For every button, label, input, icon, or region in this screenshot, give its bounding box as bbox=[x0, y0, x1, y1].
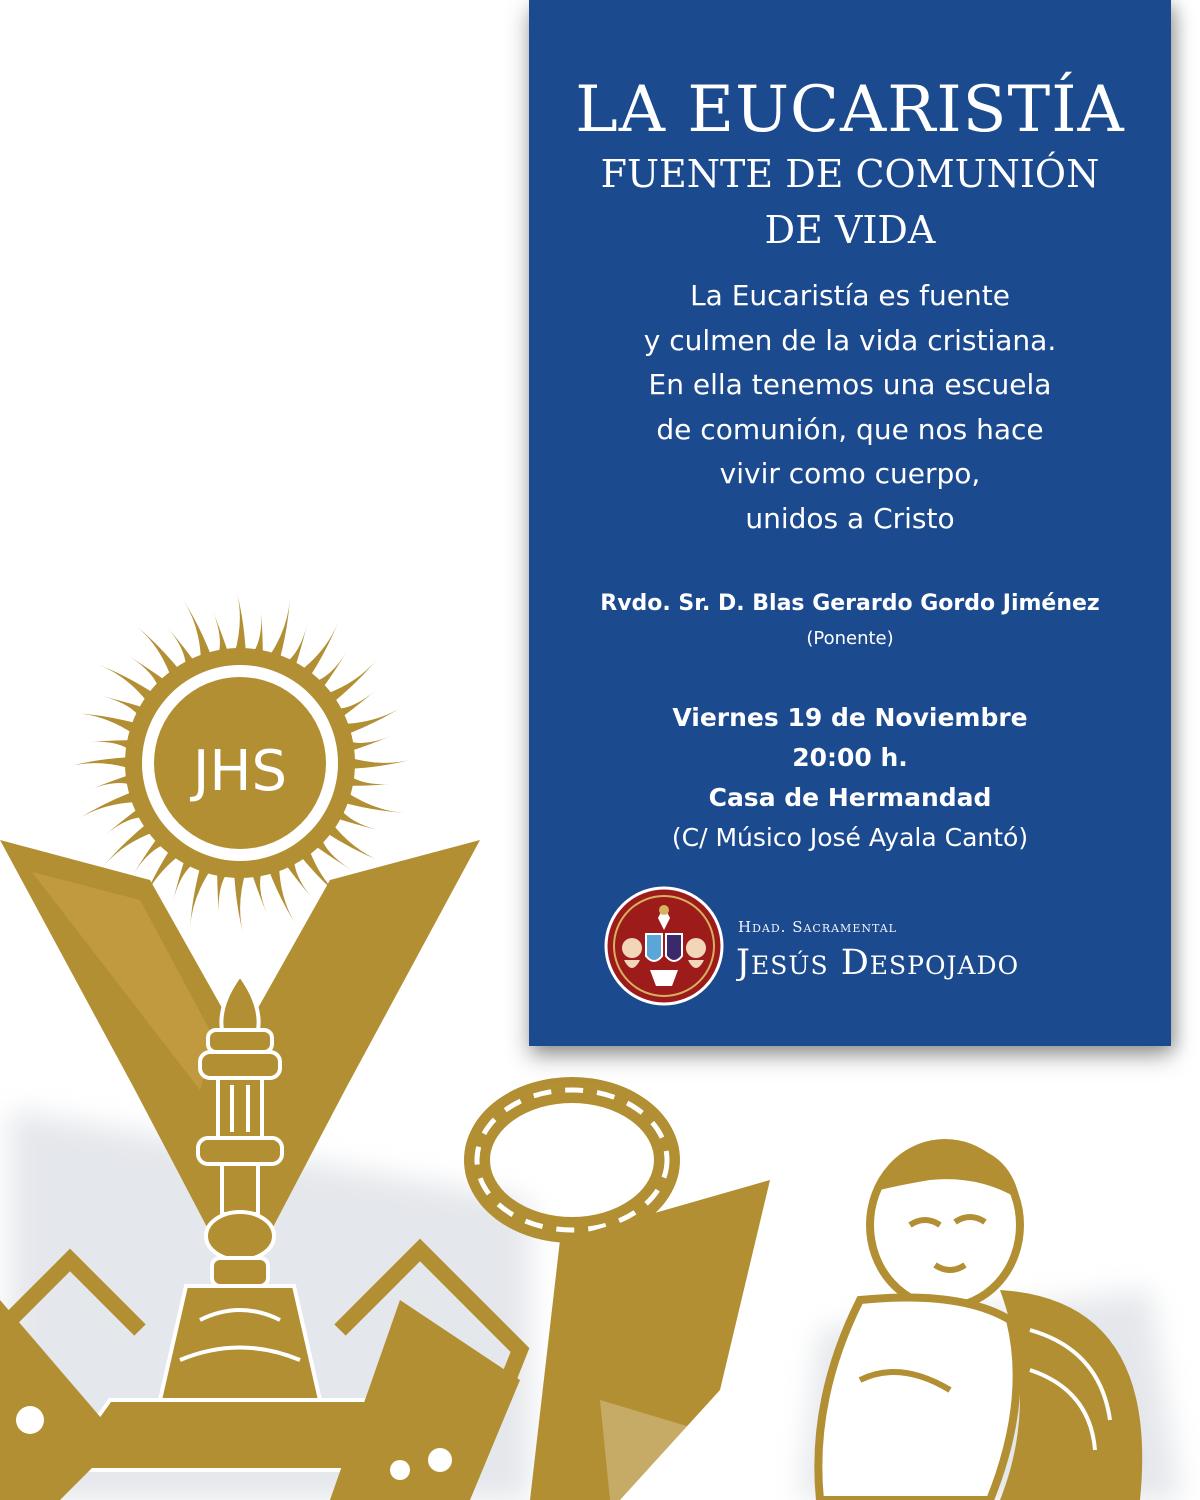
brotherhood-seal-icon bbox=[604, 886, 724, 1006]
organizer-line-2-text bbox=[736, 938, 1136, 984]
event-panel bbox=[529, 0, 1171, 1046]
description bbox=[529, 274, 1171, 541]
event-date: Viernes 19 de Noviembre bbox=[672, 703, 1028, 732]
svg-text:Hdad. Sacramental: Hdad. Sacramental bbox=[738, 918, 897, 936]
event-venue: Casa de Hermandad bbox=[708, 783, 992, 812]
description-line: de comunión, que nos hace bbox=[656, 412, 1044, 446]
subtitle-line-2: DE VIDA bbox=[764, 208, 936, 252]
sun-ray bbox=[234, 591, 246, 655]
description-line: y culmen de la vida cristiana. bbox=[643, 323, 1057, 357]
sun-ray bbox=[348, 757, 412, 769]
crown-of-thorns-icon bbox=[477, 1090, 667, 1230]
event-details bbox=[529, 698, 1171, 858]
svg-text:Jesús Despojado: Jesús Despojado bbox=[736, 943, 1020, 983]
description-line: vivir como cuerpo, bbox=[719, 457, 981, 490]
organizer-line-1-text bbox=[738, 916, 968, 936]
page-title: LA EUCARISTÍA bbox=[575, 73, 1125, 147]
subtitle-line-1: FUENTE DE COMUNIÓN bbox=[600, 152, 1100, 196]
organizer-line-1 bbox=[738, 916, 968, 940]
sun-ray bbox=[234, 871, 246, 935]
event-address: (C/ Músico José Ayala Cantó) bbox=[671, 823, 1029, 852]
description-line: La Eucaristía es fuente bbox=[690, 279, 1010, 312]
organizer-line-2 bbox=[736, 938, 1136, 993]
speaker-name: Rvdo. Sr. D. Blas Gerardo Gordo Jiménez bbox=[600, 591, 1100, 616]
event-time: 20:00 h. bbox=[792, 743, 908, 772]
description-line: unidos a Cristo bbox=[745, 501, 955, 535]
sun-ray bbox=[68, 757, 132, 769]
speaker-role: (Ponente) bbox=[806, 628, 894, 649]
jhs-inscription: JHS bbox=[192, 739, 288, 804]
description-line: En ella tenemos una escuela bbox=[648, 368, 1052, 401]
